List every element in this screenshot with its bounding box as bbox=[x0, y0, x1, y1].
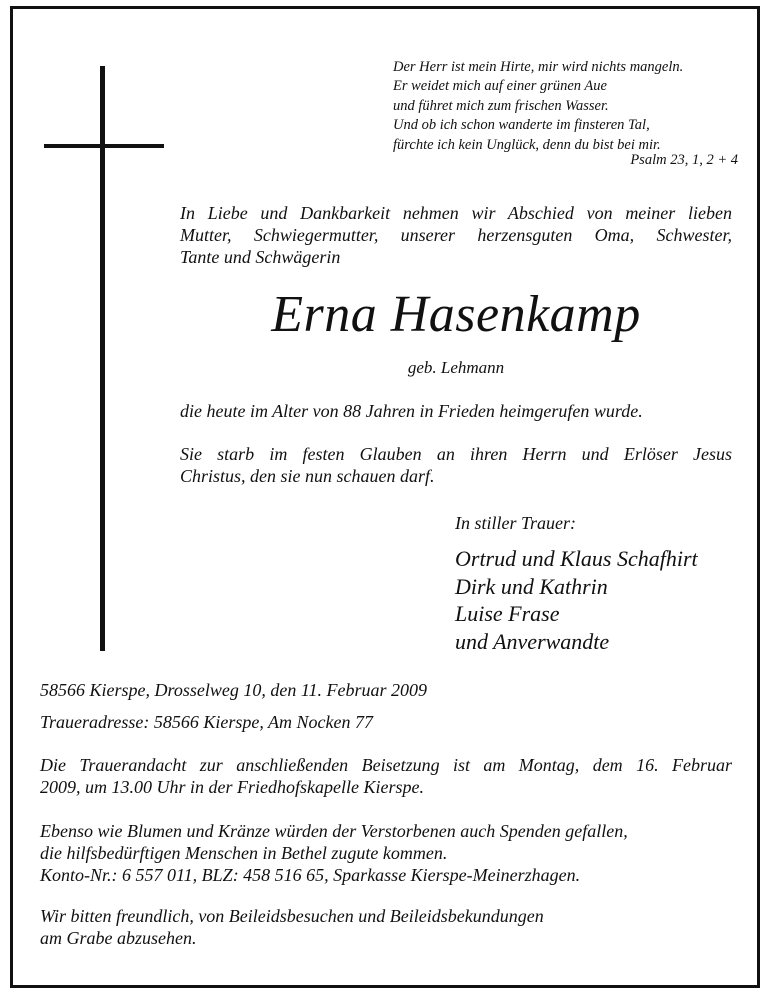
birth-name: geb. Lehmann bbox=[407, 358, 505, 377]
faith-paragraph bbox=[180, 443, 732, 487]
intro-paragraph bbox=[180, 202, 732, 268]
mourner-name: Luise Frase bbox=[455, 601, 560, 626]
intro-line: Tante und Schwägerin bbox=[180, 247, 341, 267]
request-paragraph bbox=[40, 905, 740, 949]
place-date-line: 58566 Kierspe, Drosselweg 10, den 11. Februar 2009 bbox=[40, 680, 427, 700]
psalm-quote bbox=[393, 58, 738, 155]
mourner-list bbox=[455, 545, 698, 655]
psalm-line: fürchte ich kein Unglück, denn du bist bei mir. bbox=[393, 136, 661, 153]
faith-line: Christus, den sie nun schauen darf. bbox=[180, 466, 435, 486]
psalm-line: Und ob ich schon wanderte im finsteren Tal, bbox=[393, 117, 650, 134]
request-line: Wir bitten freundlich, von Beileidsbesuchen und Beileidsbekundungen bbox=[40, 906, 544, 926]
service-line: Die Trauerandacht zur anschließenden Beisetzung ist am Montag, dem 16. Februar bbox=[40, 755, 732, 775]
psalm-line: und führet mich zum frischen Wasser. bbox=[393, 97, 609, 114]
service-line: 2009, um 13.00 Uhr in der Friedhofskapelle Kierspe. bbox=[40, 777, 424, 797]
mourning-heading: In stiller Trauer: bbox=[455, 513, 577, 533]
faith-line: Sie starb im festen Glauben an ihren Herrn und Erlöser Jesus bbox=[180, 444, 732, 464]
deceased-name: Erna Hasenkamp bbox=[271, 286, 641, 343]
mourner-name: Ortrud und Klaus Schafhirt bbox=[455, 546, 698, 571]
psalm-reference: Psalm 23, 1, 2 + 4 bbox=[630, 152, 738, 168]
donation-line: die hilfsbedürftigen Menschen in Bethel zugute kommen. bbox=[40, 843, 448, 863]
service-paragraph bbox=[40, 754, 732, 798]
age-text: die heute im Alter von 88 Jahren in Frieden heimgerufen wurde. bbox=[180, 401, 643, 421]
donation-line: Konto-Nr.: 6 557 011, BLZ: 458 516 65, Sparkasse Kierspe-Meinerzhagen. bbox=[40, 865, 581, 885]
request-line: am Grabe abzusehen. bbox=[40, 928, 197, 948]
cross-icon-vertical-bar bbox=[100, 66, 105, 651]
intro-line: In Liebe und Dankbarkeit nehmen wir Abschied von meiner lieben bbox=[180, 203, 732, 223]
psalm-line: Er weidet mich auf einer grünen Aue bbox=[393, 78, 607, 95]
intro-line: Mutter, Schwiegermutter, unserer herzensguten Oma, Schwester, bbox=[180, 225, 732, 245]
mourning-address: Traueradresse: 58566 Kierspe, Am Nocken 77 bbox=[40, 712, 373, 732]
mourner-name: Dirk und Kathrin bbox=[455, 573, 608, 599]
donation-paragraph bbox=[40, 820, 740, 886]
mourner-name: und Anverwandte bbox=[455, 628, 610, 654]
donation-line: Ebenso wie Blumen und Kränze würden der Verstorbenen auch Spenden gefallen, bbox=[40, 821, 628, 841]
cross-icon-horizontal-bar bbox=[44, 144, 164, 148]
psalm-line: Der Herr ist mein Hirte, mir wird nichts mangeln. bbox=[393, 59, 684, 75]
